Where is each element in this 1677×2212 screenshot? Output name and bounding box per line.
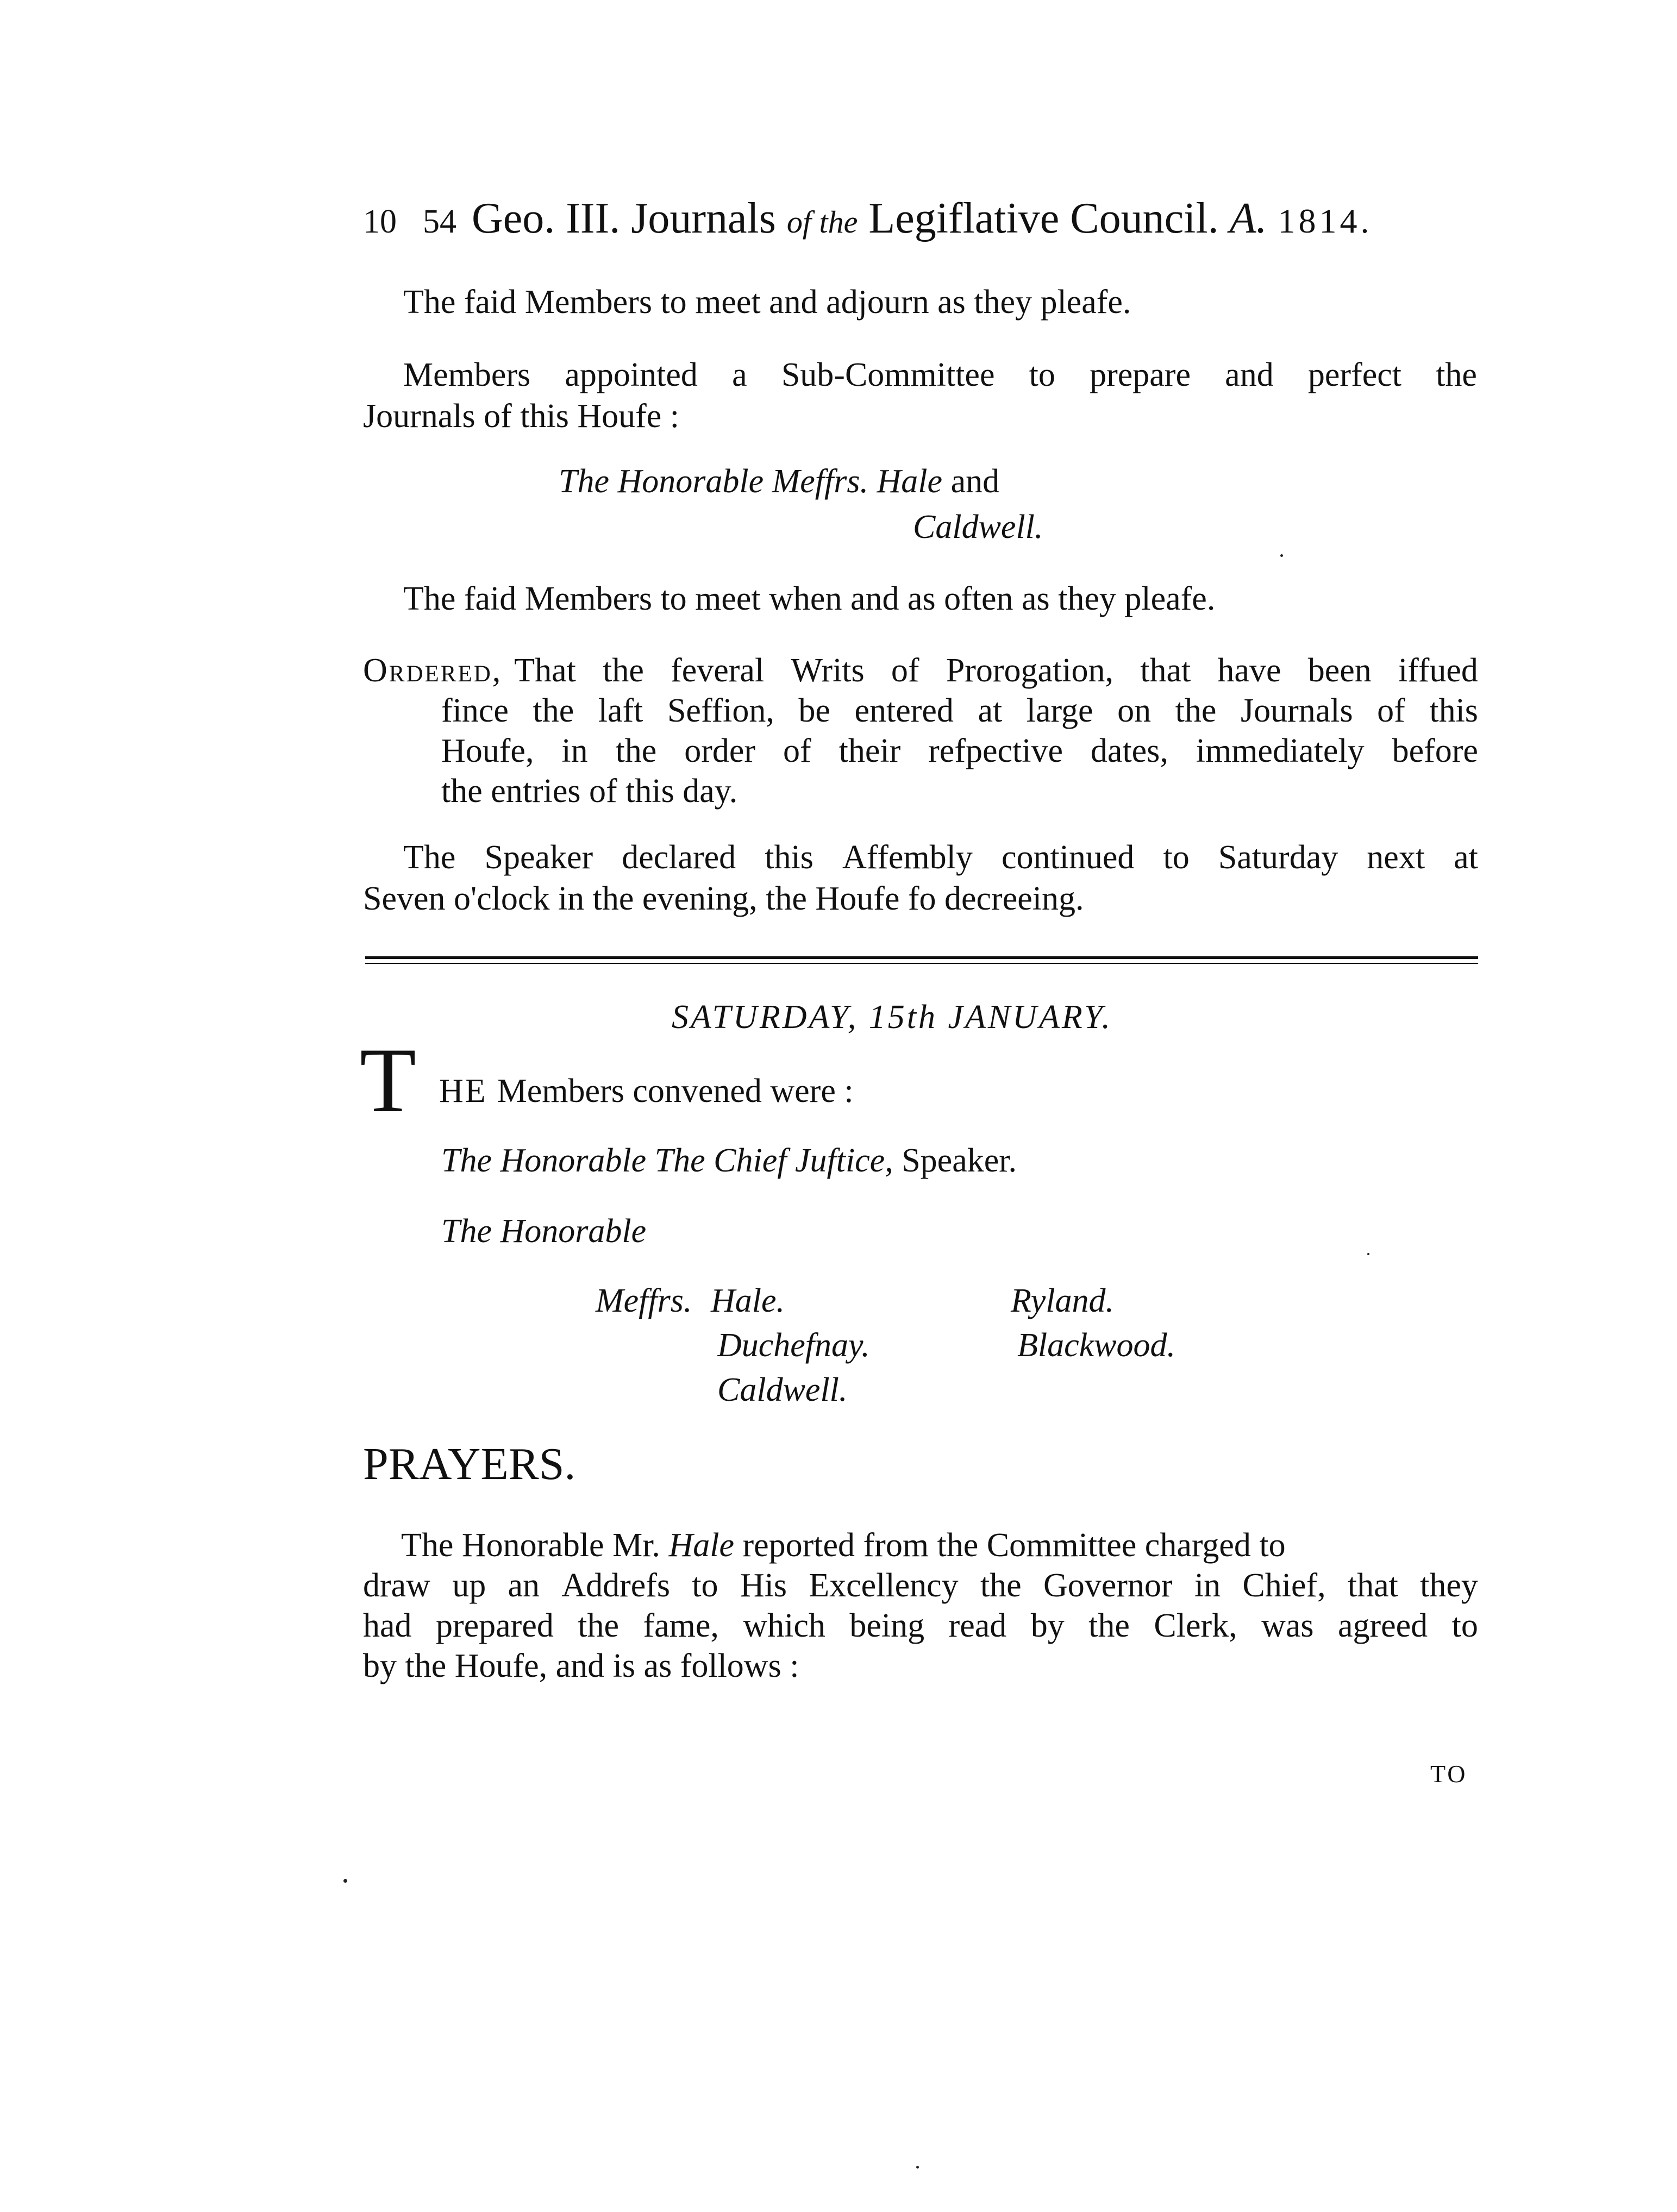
ordered-line4: the entries of this day. [441,773,738,810]
speaker-role: Speaker. [902,1142,1017,1179]
line-word: Chief, [1242,1567,1326,1604]
meet-paragraph: The faid Members to meet when and as often as they pleafe. [403,580,1216,617]
running-header [363,191,1482,249]
line-word: of [1377,692,1405,729]
anno-label: A. [1229,195,1267,242]
line-word: continued [1001,839,1135,876]
line-word: by [1030,1607,1065,1644]
line-word: agreed [1337,1607,1428,1644]
subcommittee-paragraph-line1 [403,354,1477,396]
line-word: be [798,692,830,729]
speaker-paragraph-line1 [403,837,1478,878]
committee-and: and [950,463,1000,500]
line-word: prepared [435,1607,554,1644]
members-convened-line [439,1070,854,1112]
line-word: the [578,1607,620,1644]
session-date-heading: SATURDAY, 15th JANUARY. [672,999,1112,1036]
member-hale: Hale. [711,1282,785,1319]
committee-prefix: The Honorable Meffrs. [559,463,869,500]
ordered-line1-text [514,650,1478,691]
line-word: Affembly [842,839,973,876]
line-word: was [1261,1607,1314,1644]
year-label: 1814. [1278,202,1373,240]
line-word: the [980,1567,1022,1604]
line-word: and [1225,356,1274,393]
line-word: draw [363,1567,430,1604]
chief-justice-title: The Honorable The Chief Juftice, [441,1142,893,1179]
line-word: in [1194,1567,1221,1604]
committee-member-caldwell: Caldwell. [913,509,1043,546]
reign-label: Geo. III. [472,195,621,242]
committee-member-hale: Hale [877,463,943,500]
line-word: Addrefs [561,1567,671,1604]
line-word: That [514,652,576,689]
chief-justice-line [441,1140,1017,1181]
ordered-line2 [441,690,1478,731]
messrs-label: Meffrs. [596,1282,692,1319]
scan-speck [343,1879,347,1883]
line-word: fame, [643,1607,719,1644]
line-word: up [452,1567,486,1604]
line-word: to [1029,356,1055,393]
line-word: immediately [1196,732,1365,769]
line-word: Prorogation, [946,652,1113,689]
line-word: Members [403,356,531,393]
line-word: had [363,1607,412,1644]
report-rest: reported from the Committee charged to [742,1527,1286,1564]
line-word: The [403,839,456,876]
line-word: Sub-Committee [781,356,995,393]
line-word: prepare [1090,356,1191,393]
line-word: the [1175,692,1217,729]
journals-word: Journals [631,195,776,242]
line-word: order [684,732,756,769]
line-word: before [1392,732,1478,769]
line-word: appointed [565,356,698,393]
member-duchesnay: Duchefnay. [717,1327,870,1364]
member-caldwell: Caldwell. [717,1371,848,1408]
prayers-heading: PRAYERS. [363,1439,576,1489]
member-blackwood: Blackwood. [1017,1327,1175,1364]
line-word: the [1088,1607,1130,1644]
line-word: fince [441,692,509,729]
line-word: of [891,652,919,689]
adjourn-paragraph: The faid Members to meet and adjourn as they pleafe. [403,284,1131,321]
line-word: this [1429,692,1478,729]
report-line2 [363,1565,1478,1606]
line-word: of [783,732,811,769]
report-line4: by the Houfe, and is as follows : [363,1647,799,1684]
line-word: Excellency [809,1567,959,1604]
line-word: iffued [1398,652,1478,689]
council-title: Legiflative Council. [868,195,1219,242]
line-word: this [765,839,814,876]
line-word: the [1436,356,1477,393]
report-line1 [401,1525,1286,1566]
line-word: dates, [1090,732,1168,769]
regnal-year: 54 [423,203,456,240]
line-word: being [849,1607,925,1644]
subcommittee-paragraph-line2: Journals of this Houfe : [363,398,680,435]
page-number: 10 [363,203,397,240]
ordered-label: Ordered, [363,652,503,689]
convened-he: HE [439,1073,487,1110]
line-word: declared [622,839,736,876]
line-word: Houfe, [441,732,534,769]
report-prefix: The Honorable Mr. [401,1527,660,1564]
scan-speck [1280,554,1283,557]
catchword: TO [1430,1760,1468,1788]
line-word: Speaker [484,839,593,876]
line-word: the [615,732,657,769]
line-word: to [692,1567,718,1604]
section-rule-thin [365,963,1478,964]
line-word: their [838,732,901,769]
line-word: to [1451,1607,1478,1644]
line-word: refpective [928,732,1063,769]
convened-text: Members convened were : [497,1073,854,1110]
line-word: on [1117,692,1152,729]
line-word: a [732,356,747,393]
line-word: read [948,1607,1007,1644]
line-word: the [603,652,644,689]
line-word: that [1140,652,1191,689]
section-rule-thick [365,956,1478,959]
line-word: Seffion, [667,692,774,729]
line-word: have [1217,652,1281,689]
line-word: at [978,692,1003,729]
speaker-paragraph-line2: Seven o'clock in the evening, the Houfe fo decreeing. [363,880,1084,917]
line-word: to [1163,839,1190,876]
line-word: large [1026,692,1093,729]
line-word: the [533,692,574,729]
line-word: laft [598,692,643,729]
line-word: in [561,732,588,769]
drop-cap-letter: T [360,1029,416,1131]
line-word: they [1420,1567,1478,1604]
line-word: feveral [671,652,765,689]
line-word: at [1454,839,1478,876]
committee-members-line [559,461,999,502]
scan-speck [916,2166,919,2169]
line-word: perfect [1307,356,1401,393]
line-word: Writs [791,652,865,689]
scan-speck [1367,1253,1369,1255]
line-word: been [1307,652,1372,689]
line-word: Clerk, [1154,1607,1237,1644]
line-word: next [1367,839,1425,876]
line-word: which [743,1607,825,1644]
line-word: an [508,1567,540,1604]
member-ryland: Ryland. [1011,1282,1114,1319]
report-member-hale: Hale [668,1527,734,1564]
report-line3 [363,1605,1478,1646]
of-the-word: of the [786,204,858,240]
line-word: His [740,1567,787,1604]
line-word: Journals [1240,692,1353,729]
line-word: Governor [1043,1567,1173,1604]
line-word: Saturday [1218,839,1338,876]
line-word: entered [854,692,954,729]
line-word: that [1347,1567,1398,1604]
the-honorable-label: The Honorable [441,1213,647,1250]
ordered-line3 [441,730,1478,772]
ordered-line1 [363,650,1478,691]
